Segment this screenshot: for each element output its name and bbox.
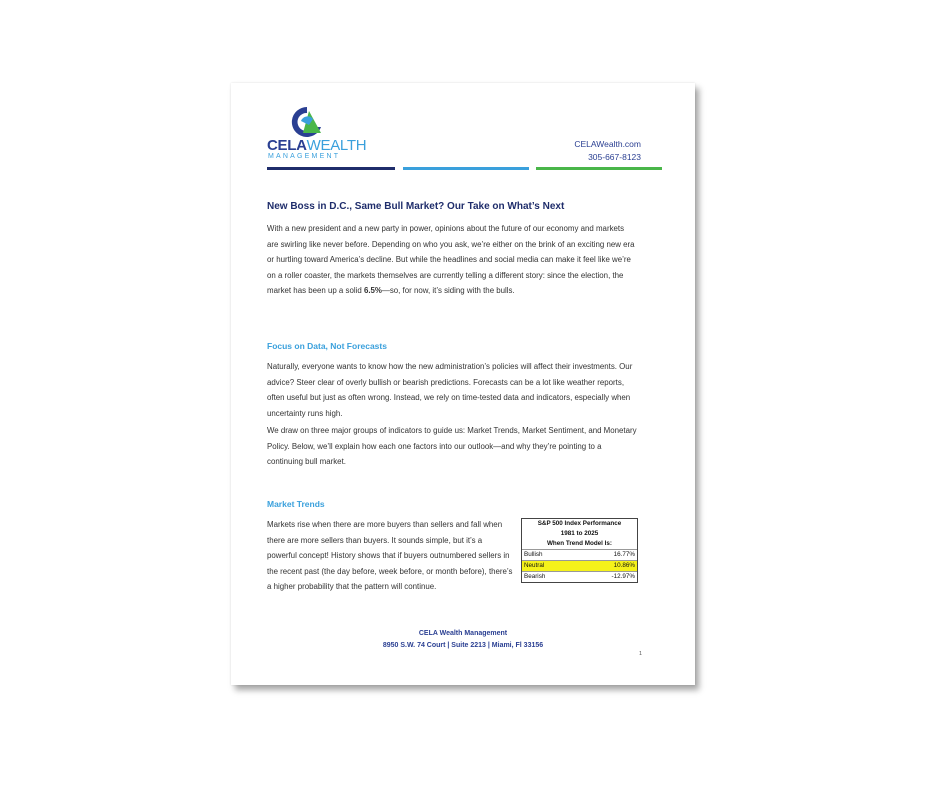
row-label: Neutral: [524, 562, 545, 569]
intro-text-end: —so, for now, it’s siding with the bulls.: [381, 286, 515, 295]
logo-text-cela: CELA: [267, 137, 307, 154]
section2-paragraph: Markets rise when there are more buyers than sellers and fall when there are more sellers than buyers. It sounds simple, but it’s a powerful concept! History shows that if buyers outnumbered sellers in the recent past (the day before, week before, or month before), there’s a higher probability that the pattern will continue.: [267, 520, 513, 591]
page-number: 1: [639, 651, 643, 657]
section1-paragraph-1: Naturally, everyone wants to know how the new administration’s policies will affect their investments. Our advice? Steer clear of overly bullish or bearish predictions. Forecasts can be a lot like weather reports, often useful but just as often wrong. Instead, we rely on time-tested data and indicators, especially when uncertainty runs high.: [267, 362, 633, 418]
logo-mark-icon: [287, 105, 327, 139]
section-heading-data: Focus on Data, Not Forecasts: [267, 341, 387, 351]
table-row-highlighted: [522, 560, 637, 571]
table-row: [522, 571, 637, 582]
intro-text: With a new president and a new party in power, opinions about the future of our economy and markets are swirling like never before. Depending on who you ask, we’re either on the brink of an exciting new era or hurtling toward America’s decline. But while the headlines and social media can make it feel like we’re on a roller coaster, the markets themselves are currently telling a different story: since the election, the market has been up a solid: [267, 224, 635, 295]
performance-table: [521, 518, 638, 583]
logo-wordmark: [267, 138, 366, 153]
section1-paragraph-2: We draw on three major groups of indicators to guide us: Market Trends, Market Sentiment, and Monetary Policy. Below, we’ll explain how each one factors into our outlook—and why they’re pointing to a continuing bull market.: [267, 426, 637, 466]
footer-address: 8950 S.W. 74 Court | Suite 2213 | Miami, Fl 33156: [382, 642, 544, 649]
row-label: Bullish: [524, 551, 543, 558]
row-label: Bearish: [524, 573, 546, 580]
section-heading-market-trends: Market Trends: [267, 499, 325, 509]
contact-info: [574, 138, 641, 164]
footer-company: CELA Wealth Management: [418, 630, 508, 637]
website-link[interactable]: CELAWealth.com: [574, 139, 641, 149]
footer: [231, 628, 695, 652]
intro-paragraph: [267, 221, 637, 299]
phone-number: 305-667-8123: [588, 152, 641, 162]
cela-logo: [267, 105, 367, 165]
intro-bold-figure: 6.5%: [363, 286, 382, 295]
header-rule-navy: [267, 167, 395, 170]
table-subtitle: 1981 to 2025: [560, 530, 599, 537]
logo-text-wealth: WEALTH: [306, 137, 367, 154]
article-title: New Boss in D.C., Same Bull Market? Our Take on What’s Next: [267, 201, 565, 212]
row-value: -12.97%: [611, 573, 635, 580]
table-row: [522, 549, 637, 560]
table-title: S&P 500 Index Performance: [537, 520, 622, 527]
table-caption: When Trend Model Is:: [546, 540, 613, 547]
document-page: [231, 83, 695, 685]
row-value: 10.86%: [613, 562, 635, 569]
header-rule-blue: [403, 167, 529, 170]
logo-text-management: MANAGEMENT: [268, 153, 341, 160]
row-value: 16.77%: [613, 551, 635, 558]
header-rule-green: [536, 167, 662, 170]
